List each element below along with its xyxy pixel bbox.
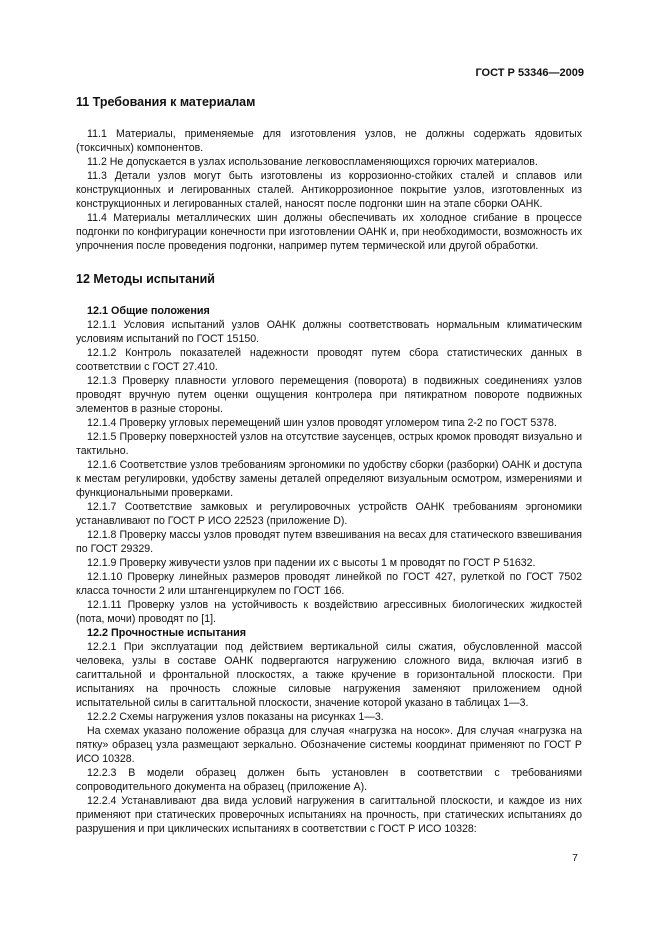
paragraph-12-2-1: 12.2.1 При эксплуатации под действием вертикальной силы сжатия, обусловленной массой человека, узлы в составе ОАНК подвергаются нагружению сложного вида, включая изгиб в сагиттальной и фронтальной плоскостях, а также кручение в горизонтальной плоскости. При испытаниях на прочность сложные силовые нагружения заменяют приложением одной испытательной силы в сагиттальной плоскости, значение которой указано в таблицах 1—3. [76, 641, 582, 709]
section-11-title: 11 Требования к материалам [76, 95, 256, 109]
paragraph-12-2-2: 12.2.2 Схемы нагружения узлов показаны на рисунках 1—3. [87, 711, 384, 723]
paragraph-12-2-4: 12.2.4 Устанавливают два вида условий нагружения в сагиттальной плоскости, и каждое из них применяют при статических проверочных испытаниях на прочность, при статических испытаниях до разрушения и при циклических испытаниях в соответствии с ГОСТ Р ИСО 10328: [76, 795, 582, 835]
paragraph-12-1-2: 12.1.2 Контроль показателей надежности проводят путем сбора статистических данных в соответствии с ГОСТ 27.410. [76, 347, 582, 373]
paragraph-12-1-5: 12.1.5 Проверку поверхностей узлов на отсутствие заусенцев, острых кромок проводят визуально и тактильно. [76, 431, 582, 457]
paragraph-12-2-3: 12.2.3 В модели образец должен быть установлен в соответствии с требованиями сопроводительного документа на образец (приложение А). [76, 767, 582, 793]
paragraph-11-2: 11.2 Не допускается в узлах использование легковоспламеняющихся горючих материалов. [87, 156, 538, 168]
paragraph-12-1-1: 12.1.1 Условия испытаний узлов ОАНК должны соответствовать нормальным климатическим условиям испытаний по ГОСТ 15150. [76, 319, 582, 345]
paragraph-12-2-2-note: На схемах указано положение образца для случая «нагрузка на носок». Для случая «нагрузка на пятку» образец узла размещают зеркально. Обозначение системы координат применяют по ГОСТ Р ИСО 10328. [76, 725, 582, 765]
page-content [76, 94, 582, 836]
paragraph-12-1-9: 12.1.9 Проверку живучести узлов при падении их с высоты 1 м проводят по ГОСТ Р 51632. [87, 557, 536, 569]
paragraph-12-1-11: 12.1.11 Проверку узлов на устойчивость к воздействию агрессивных биологических жидкостей (пота, мочи) проводят по [1]. [76, 599, 582, 625]
page-number: 7 [572, 852, 578, 864]
paragraph-12-1-10: 12.1.10 Проверку линейных размеров проводят линейкой по ГОСТ 427, рулеткой по ГОСТ 7502 класса точности 2 или штангенциркулем по ГОСТ 166. [76, 571, 582, 597]
paragraph-11-3: 11.3 Детали узлов могут быть изготовлены из коррозионно-стойких сталей и сплавов или конструкционных и легированных сталей. Антикоррозионное покрытие узлов, изготовленных из конструкционных и легированных сталей, наносят после подгонки шин на этапе сборки ОАНК. [76, 170, 582, 210]
subsection-12-2-title: 12.2 Прочностные испытания [87, 627, 247, 639]
document-code-header: ГОСТ Р 53346—2009 [475, 67, 584, 79]
paragraph-12-1-6: 12.1.6 Соответствие узлов требованиям эргономики по удобству сборки (разборки) ОАНК и доступа к местам регулировки, удобству замены деталей определяют визуальным осмотром, измерениями и функциональными проверками. [76, 459, 582, 499]
section-12-title: 12 Методы испытаний [76, 272, 215, 286]
paragraph-12-1-3: 12.1.3 Проверку плавности углового перемещения (поворота) в подвижных соединениях узлов проводят вручную путем оценки ощущения контролера при пятикратном повороте подвижных элементов в разные стороны. [76, 375, 582, 415]
paragraph-12-1-4: 12.1.4 Проверку угловых перемещений шин узлов проводят угломером типа 2-2 по ГОСТ 5378. [87, 417, 557, 429]
paragraph-11-1: 11.1 Материалы, применяемые для изготовления узлов, не должны содержать ядовитых (токсичных) компонентов. [76, 128, 582, 154]
paragraph-11-4: 11.4 Материалы металлических шин должны обеспечивать их холодное сгибание в процессе подгонки по конфигурации конечности при изготовлении ОАНК и, при необходимости, возможность их упрочнения после проведения подгонки, например путем термической или другой обработки. [76, 212, 582, 252]
paragraph-12-1-7: 12.1.7 Соответствие замковых и регулировочных устройств ОАНК требованиям эргономики устанавливают по ГОСТ Р ИСО 22523 (приложение D). [76, 501, 582, 527]
paragraph-12-1-8: 12.1.8 Проверку массы узлов проводят путем взвешивания на весах для статического взвешивания по ГОСТ 29329. [76, 529, 582, 555]
subsection-12-1-title: 12.1 Общие положения [87, 305, 210, 317]
